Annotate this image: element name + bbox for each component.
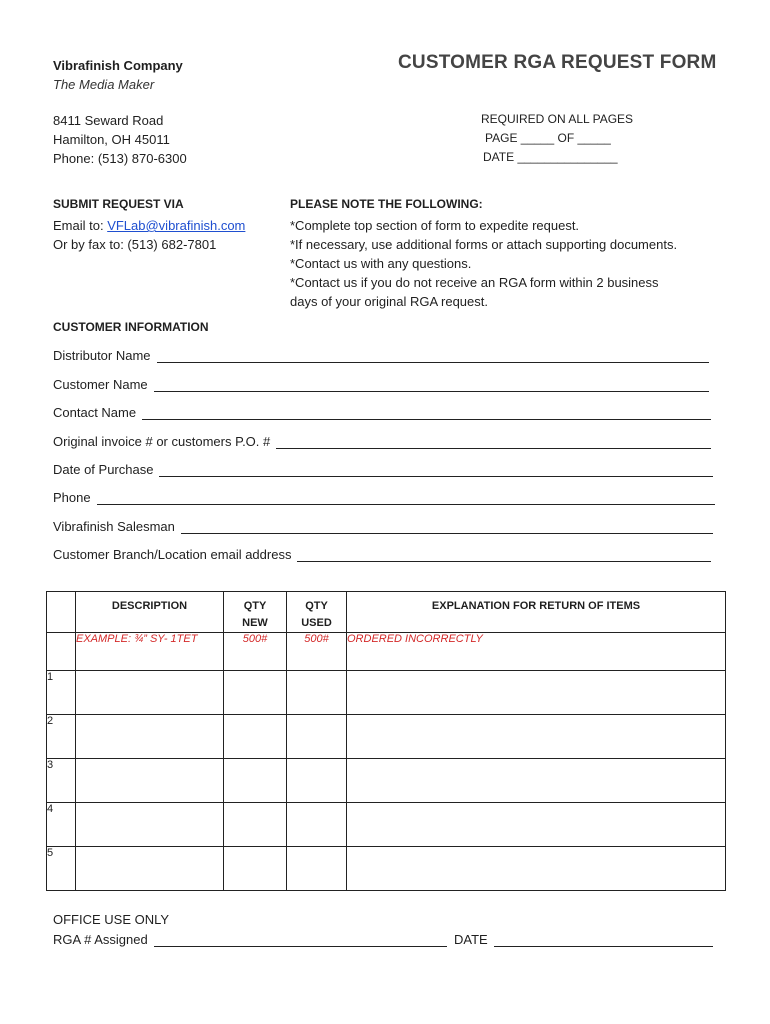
header-qty-used-line1: QTY: [305, 600, 328, 612]
header-qty-used-line2: USED: [301, 617, 332, 629]
phone-field[interactable]: [53, 487, 715, 505]
field-label: Date of Purchase: [53, 462, 154, 477]
note-item: *Contact us with any questions.: [290, 256, 472, 271]
branch-email-field[interactable]: [53, 544, 711, 562]
description-cell[interactable]: [76, 759, 224, 803]
header-explanation: EXPLANATION FOR RETURN OF ITEMS: [347, 592, 726, 633]
explanation-cell[interactable]: [347, 759, 726, 803]
office-date-field[interactable]: [454, 929, 713, 947]
note-item: *If necessary, use additional forms or attach supporting documents.: [290, 237, 678, 252]
field-input-line[interactable]: [297, 548, 711, 562]
row-number: 1: [47, 671, 76, 715]
submit-fax: Or by fax to: (513) 682-7801: [53, 237, 217, 252]
field-label: Distributor Name: [53, 348, 151, 363]
example-explanation: ORDERED INCORRECTLY: [347, 633, 726, 671]
qty-used-cell[interactable]: [287, 715, 347, 759]
salesman-field[interactable]: [53, 516, 713, 534]
note-item: *Contact us if you do not receive an RGA form within 2 business: [290, 275, 659, 290]
submit-heading: SUBMIT REQUEST VIA: [53, 197, 184, 211]
customer-name-field[interactable]: [53, 374, 709, 392]
field-input-line[interactable]: [154, 378, 709, 392]
company-phone: Phone: (513) 870-6300: [53, 151, 187, 166]
example-qty-used: 500#: [287, 633, 347, 671]
explanation-cell[interactable]: [347, 671, 726, 715]
field-label: Contact Name: [53, 405, 137, 420]
page-of-line: PAGE _____ OF _____: [485, 131, 611, 145]
field-label: Vibrafinish Salesman: [53, 519, 175, 534]
qty-used-cell[interactable]: [287, 759, 347, 803]
description-cell[interactable]: [76, 847, 224, 891]
field-input-line[interactable]: [142, 406, 711, 420]
date-line: DATE _______________: [483, 150, 618, 164]
table-row: [47, 847, 726, 891]
table-row: [47, 759, 726, 803]
qty-new-cell[interactable]: [224, 715, 287, 759]
date-of-purchase-field[interactable]: [53, 459, 713, 477]
note-item: days of your original RGA request.: [290, 294, 488, 309]
customer-info-heading: CUSTOMER INFORMATION: [53, 320, 209, 334]
table-row: [47, 671, 726, 715]
qty-new-cell[interactable]: [224, 759, 287, 803]
email-prefix: Email to:: [53, 218, 108, 233]
address-line-1: 8411 Seward Road: [53, 113, 164, 128]
table-row: [47, 803, 726, 847]
field-input-line[interactable]: [181, 520, 713, 534]
table-row: [47, 715, 726, 759]
field-label: RGA # Assigned: [53, 932, 148, 947]
address-line-2: Hamilton, OH 45011: [53, 132, 170, 147]
header-description: DESCRIPTION: [76, 592, 224, 633]
row-number: 3: [47, 759, 76, 803]
notes-heading: PLEASE NOTE THE FOLLOWING:: [290, 197, 483, 211]
header-qty-new-line2: NEW: [242, 617, 268, 629]
form-title: CUSTOMER RGA REQUEST FORM: [398, 52, 717, 73]
row-number: 5: [47, 847, 76, 891]
field-input-line[interactable]: [154, 933, 447, 947]
header-qty-new: [224, 592, 287, 633]
header-qty-new-line1: QTY: [243, 600, 267, 612]
field-label: Phone: [53, 490, 91, 505]
field-input-line[interactable]: [157, 349, 709, 363]
rga-assigned-field[interactable]: [53, 929, 447, 947]
return-items-table: [46, 591, 726, 891]
field-label: Original invoice # or customers P.O. #: [53, 434, 271, 449]
office-use-heading: OFFICE USE ONLY: [53, 912, 170, 927]
qty-new-cell[interactable]: [224, 847, 287, 891]
field-label: DATE: [454, 932, 488, 947]
example-qty-new: 500#: [224, 633, 287, 671]
note-item: *Complete top section of form to expedite request.: [290, 218, 580, 233]
description-cell[interactable]: [76, 671, 224, 715]
field-label: Customer Name: [53, 377, 148, 392]
explanation-cell[interactable]: [347, 803, 726, 847]
field-label: Customer Branch/Location email address: [53, 547, 292, 562]
example-row: [47, 633, 726, 671]
qty-new-cell[interactable]: [224, 671, 287, 715]
contact-name-field[interactable]: [53, 402, 711, 420]
example-number-cell: [47, 633, 76, 671]
company-tagline: The Media Maker: [53, 77, 155, 92]
description-cell[interactable]: [76, 715, 224, 759]
field-input-line[interactable]: [97, 491, 715, 505]
company-name: Vibrafinish Company: [53, 58, 183, 73]
required-note: REQUIRED ON ALL PAGES: [481, 112, 634, 126]
row-number: 4: [47, 803, 76, 847]
explanation-cell[interactable]: [347, 715, 726, 759]
header-qty-used: [287, 592, 347, 633]
field-input-line[interactable]: [159, 463, 713, 477]
field-input-line[interactable]: [494, 933, 713, 947]
invoice-po-field[interactable]: [53, 431, 711, 449]
submit-email-line: [53, 216, 245, 235]
distributor-name-field[interactable]: [53, 345, 709, 363]
explanation-cell[interactable]: [347, 847, 726, 891]
example-description: EXAMPLE: ¾” SY- 1TET: [76, 633, 224, 671]
qty-used-cell[interactable]: [287, 847, 347, 891]
qty-used-cell[interactable]: [287, 803, 347, 847]
table-header-row: [47, 592, 726, 633]
description-cell[interactable]: [76, 803, 224, 847]
row-number: 2: [47, 715, 76, 759]
qty-new-cell[interactable]: [224, 803, 287, 847]
email-link[interactable]: VFLab@vibrafinish.com: [107, 218, 246, 233]
qty-used-cell[interactable]: [287, 671, 347, 715]
field-input-line[interactable]: [276, 435, 711, 449]
header-number: [47, 592, 76, 633]
